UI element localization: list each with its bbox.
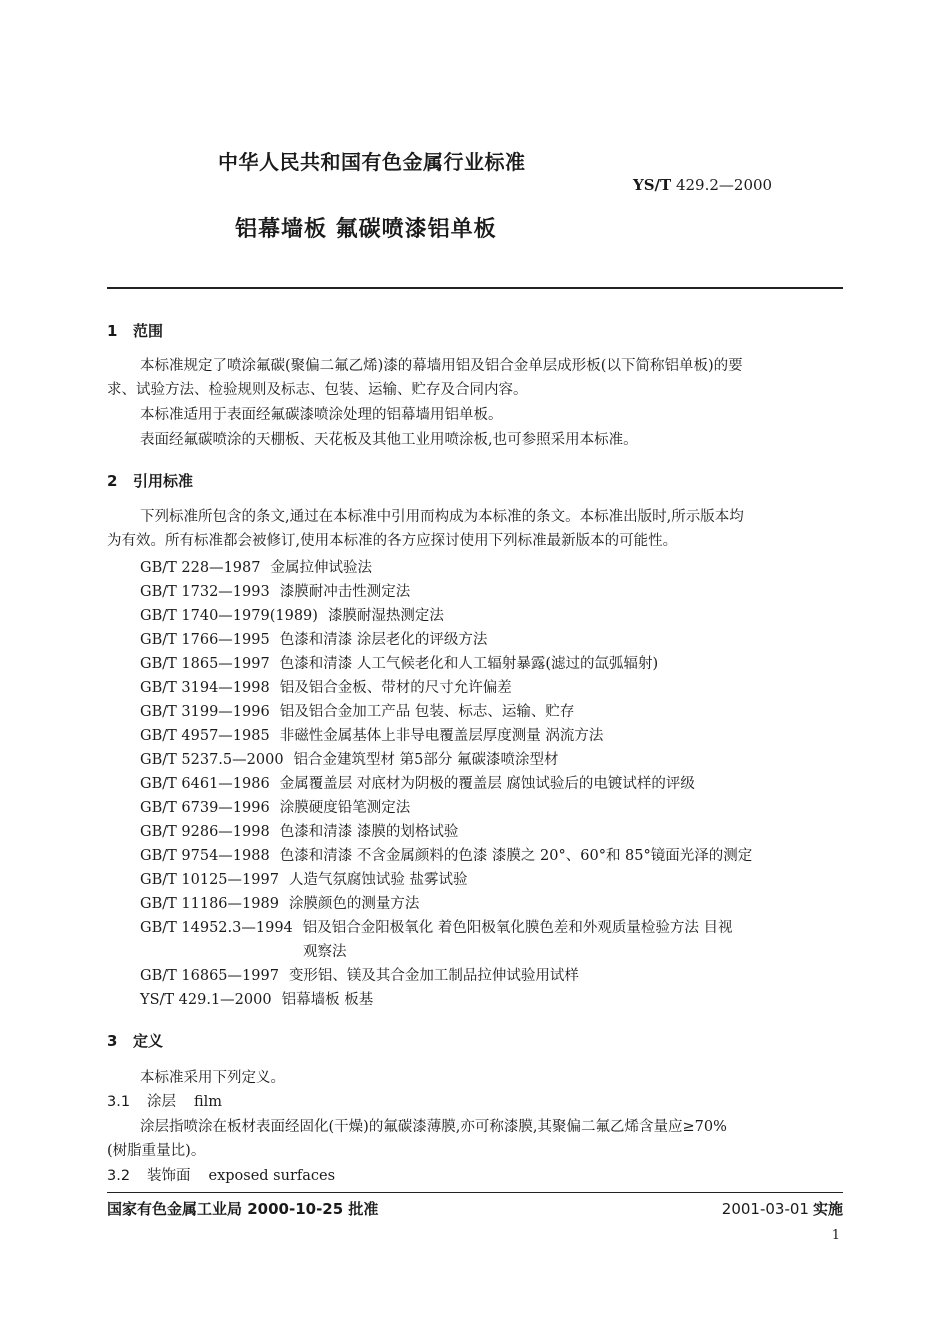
definition-3-2-term: 装饰面: [147, 1168, 191, 1184]
definition-3-1-line-2: (树脂重量比)。: [107, 1143, 206, 1159]
reference-code: GB/T 14952.3—1994: [140, 920, 293, 936]
reference-code: GB/T 1740—1979(1989): [140, 608, 318, 624]
reference-code: GB/T 6461—1986: [140, 776, 270, 792]
reference-item: [140, 628, 487, 649]
definition-3-1-heading: [107, 1090, 222, 1114]
section-1-heading: [107, 320, 163, 341]
section-3-intro: 本标准采用下列定义。: [140, 1070, 285, 1086]
section-2-title: 引用标准: [133, 472, 194, 490]
reference-code: GB/T 16865—1997: [140, 968, 279, 984]
reference-name: 铝幕墙板 板基: [281, 992, 374, 1008]
standard-code-prefix: YS/T: [633, 176, 672, 194]
definition-3-2-number: 3.2: [107, 1168, 131, 1184]
reference-code: GB/T 4957—1985: [140, 728, 270, 744]
reference-name: 铝及铝合金板、带材的尺寸允许偏差: [279, 680, 512, 696]
reference-name: 人造气氛腐蚀试验 盐雾试验: [288, 872, 468, 888]
reference-item: [140, 844, 752, 865]
section-2-para-line-1: 下列标准所包含的条文,通过在本标准中引用而构成为本标准的条文。本标准出版时,所示版本均: [140, 509, 744, 525]
reference-item: [140, 748, 559, 769]
reference-code: GB/T 1732—1993: [140, 584, 270, 600]
definition-3-1-english: film: [194, 1094, 223, 1110]
section-1-para-2: 本标准适用于表面经氟碳漆喷涂处理的铝幕墙用铝单板。: [140, 407, 503, 423]
standard-code-number: 429.2—2000: [675, 176, 773, 194]
section-3-number: 3: [107, 1032, 118, 1050]
definition-3-1-line-1: 涂层指喷涂在板材表面经固化(干燥)的氟碳漆薄膜,亦可称漆膜,其聚偏二氟乙烯含量应≥70%: [140, 1119, 727, 1135]
implementation-date-value: 2001-03-01: [721, 1200, 809, 1218]
reference-item: [140, 556, 372, 577]
reference-name: 漆膜耐湿热测定法: [327, 608, 444, 624]
definition-3-2-english: exposed surfaces: [208, 1168, 336, 1184]
reference-name: 涂膜颜色的测量方法: [288, 896, 420, 912]
reference-item: [140, 892, 419, 913]
reference-code: YS/T 429.1—2000: [140, 992, 272, 1008]
section-3-heading: [107, 1030, 163, 1051]
reference-item: [140, 820, 458, 841]
reference-item: [140, 724, 603, 745]
reference-name: 观察法: [303, 944, 347, 960]
implementation-label: 实施: [812, 1200, 843, 1218]
reference-item: [140, 700, 574, 721]
section-1-para-3: 表面经氟碳喷涂的天棚板、天花板及其他工业用喷涂板,也可参照采用本标准。: [140, 432, 638, 448]
reference-code: GB/T 3199—1996: [140, 704, 270, 720]
reference-name: 变形铝、镁及其合金加工制品拉伸试验用试样: [288, 968, 579, 984]
reference-item: [140, 772, 695, 793]
industry-standard-heading: 中华人民共和国有色金属行业标准: [218, 150, 526, 174]
reference-name: 铝及铝合金加工产品 包装、标志、运输、贮存: [279, 704, 575, 720]
reference-name: 涂膜硬度铅笔测定法: [279, 800, 411, 816]
reference-code: GB/T 228—1987: [140, 560, 261, 576]
section-3-title: 定义: [133, 1032, 164, 1050]
section-2-heading: [107, 470, 193, 491]
reference-item: [140, 916, 733, 937]
reference-code: GB/T 1865—1997: [140, 656, 270, 672]
reference-code: GB/T 10125—1997: [140, 872, 279, 888]
header-divider: [107, 287, 843, 289]
section-2-number: 2: [107, 472, 118, 490]
reference-item: [140, 676, 512, 697]
reference-code: GB/T 9754—1988: [140, 848, 270, 864]
definition-3-1-term: 涂层: [147, 1094, 176, 1110]
reference-item-continuation: [303, 940, 347, 961]
section-1-title: 范围: [133, 322, 164, 340]
document-title: 铝幕墙板 氟碳喷漆铝单板: [235, 217, 497, 242]
approval-statement: 国家有色金属工业局 2000-10-25 批准: [107, 1200, 379, 1218]
section-1-para-1-line-2: 求、试验方法、检验规则及标志、包装、运输、贮存及合同内容。: [107, 382, 528, 398]
reference-item: [140, 604, 444, 625]
section-1-number: 1: [107, 322, 118, 340]
reference-item: [140, 796, 410, 817]
reference-item: [140, 964, 579, 985]
reference-name: 铝合金建筑型材 第5部分 氟碳漆喷涂型材: [293, 752, 559, 768]
reference-name: 色漆和清漆 人工气候老化和人工辐射暴露(滤过的氙弧辐射): [279, 656, 659, 672]
section-1-para-1-line-1: 本标准规定了喷涂氟碳(聚偏二氟乙烯)漆的幕墙用铝及铝合金单层成形板(以下简称铝单板)的要: [140, 358, 743, 374]
reference-name: 铝及铝合金阳极氧化 着色阳极氧化膜色差和外观质量检验方法 目视: [302, 920, 733, 936]
definition-3-2-heading: [107, 1164, 335, 1188]
reference-code: GB/T 9286—1998: [140, 824, 270, 840]
reference-item: [140, 580, 410, 601]
page-number: 1: [831, 1228, 840, 1243]
reference-name: 非磁性金属基体上非导电覆盖层厚度测量 涡流方法: [279, 728, 604, 744]
reference-code: GB/T 6739—1996: [140, 800, 270, 816]
section-2-para-line-2: 为有效。所有标准都会被修订,使用本标准的各方应探讨使用下列标准最新版本的可能性。: [107, 533, 678, 549]
reference-item: [140, 988, 373, 1009]
reference-name: 漆膜耐冲击性测定法: [279, 584, 411, 600]
reference-code: GB/T 3194—1998: [140, 680, 270, 696]
reference-name: 色漆和清漆 不含金属颜料的色漆 漆膜之 20°、60°和 85°镜面光泽的测定: [279, 848, 753, 864]
standard-code: [633, 176, 772, 194]
reference-item: [140, 868, 468, 889]
reference-name: 色漆和清漆 涂层老化的评级方法: [279, 632, 488, 648]
reference-name: 金属覆盖层 对底材为阴极的覆盖层 腐蚀试验后的电镀试样的评级: [279, 776, 695, 792]
reference-code: GB/T 1766—1995: [140, 632, 270, 648]
reference-name: 色漆和清漆 漆膜的划格试验: [279, 824, 459, 840]
definition-3-1-number: 3.1: [107, 1094, 131, 1110]
implementation-date: [722, 1198, 843, 1219]
reference-code: GB/T 11186—1989: [140, 896, 279, 912]
reference-name: 金属拉伸试验法: [270, 560, 372, 576]
reference-code: GB/T 5237.5—2000: [140, 752, 284, 768]
reference-item: [140, 652, 658, 673]
footer-divider: [107, 1192, 843, 1193]
